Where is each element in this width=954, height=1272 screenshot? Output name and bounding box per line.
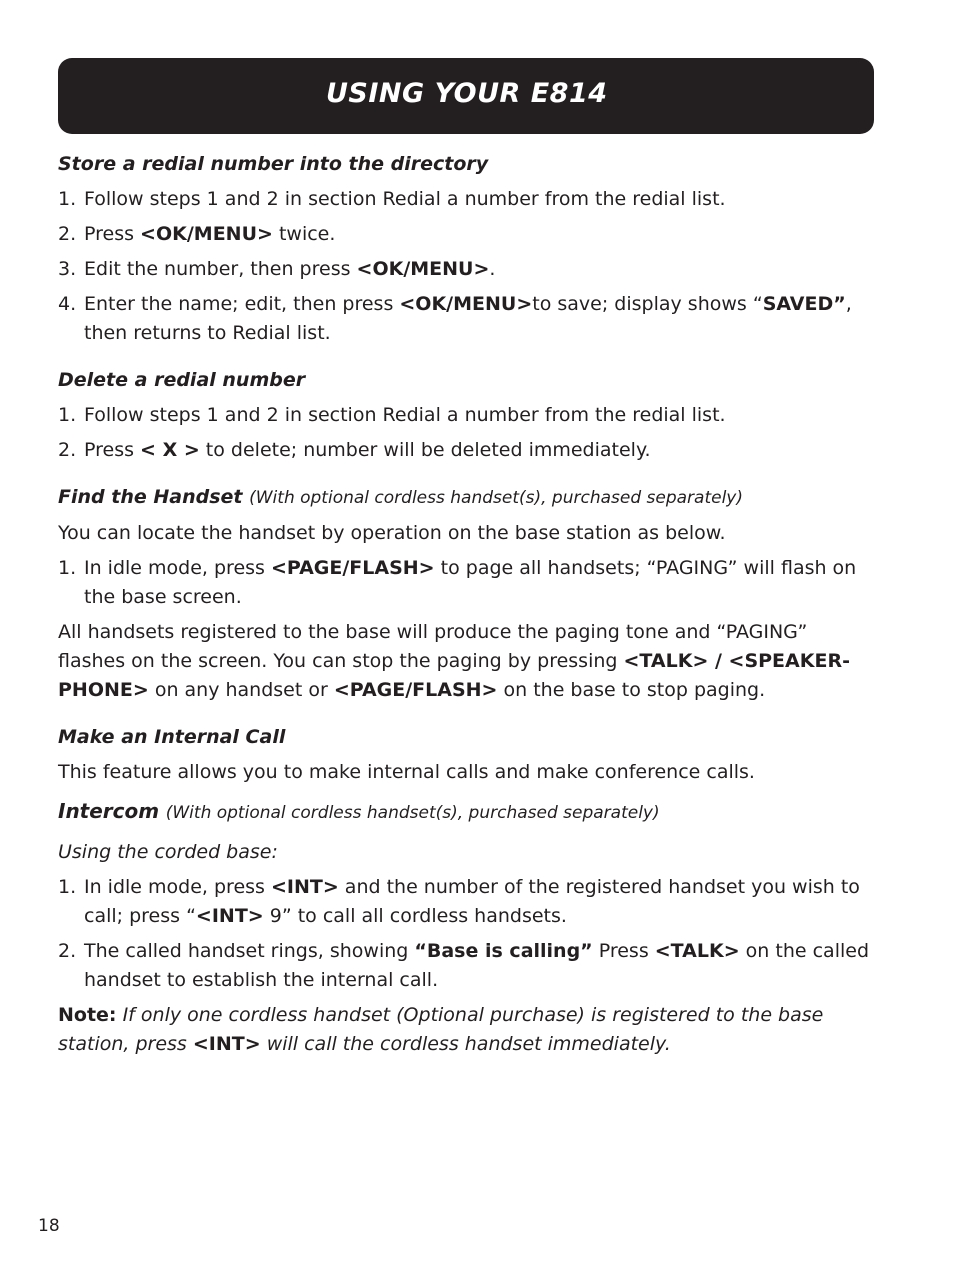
- list-item: 2. Press <OK/MENU> twice.: [58, 223, 336, 245]
- list-item: 4. Enter the name; edit, then press <OK/MENU>to save; display shows “SAVED”, then returns to Redial list.: [58, 293, 852, 344]
- list-item: 1. In idle mode, press <INT> and the number of the registered handset you wish to call; press “<INT> 9” to call all cordless handsets.: [58, 876, 860, 927]
- note: Note: If only one cordless handset (Optional purchase) is registered to the base station, press <INT> will call the cordless handset immediately.: [58, 1004, 824, 1055]
- key-label: <OK/MENU>: [140, 223, 273, 245]
- manual-content: [58, 150, 878, 1059]
- section-heading-find-handset: Find the Handset (With optional cordless handset(s), purchased separately): [58, 486, 743, 508]
- key-label: <INT>: [192, 1033, 261, 1055]
- display-text: SAVED”: [762, 293, 846, 315]
- paragraph: All handsets registered to the base will produce the paging tone and “PAGING” flashes on the screen. You can stop the paging by pressing <TALK> / <SPEAKER-PHONE> on any handset or <PAGE/FLASH> on the base to stop paging.: [58, 621, 850, 701]
- key-label: <OK/MENU>: [356, 258, 490, 280]
- paragraph: This feature allows you to make internal calls and make conference calls.: [58, 761, 755, 783]
- paragraph: You can locate the handset by operation on the base station as below.: [58, 522, 726, 544]
- list-item: 1. In idle mode, press <PAGE/FLASH> to page all handsets; “PAGING” will flash on the base screen.: [58, 557, 857, 608]
- key-label: <OK/MENU>: [399, 293, 533, 315]
- list-item: 2. The called handset rings, showing “Base is calling” Press <TALK> on the called handset to establish the internal call.: [58, 940, 870, 991]
- page-number: 18: [38, 1216, 60, 1236]
- key-label: <TALK> / <SPEAKER-PHONE>: [58, 650, 850, 701]
- section-heading-store-redial: Store a redial number into the directory: [58, 153, 489, 175]
- key-label: <INT>: [195, 905, 264, 927]
- list-item: 1. Follow steps 1 and 2 in section Redial a number from the redial list.: [58, 404, 726, 426]
- subheading: Using the corded base:: [58, 841, 278, 863]
- header-banner: [58, 58, 874, 134]
- note-label: Note:: [58, 1004, 117, 1026]
- list-item: 3. Edit the number, then press <OK/MENU>.: [58, 258, 496, 280]
- key-label: <PAGE/FLASH>: [270, 557, 435, 579]
- section-heading-delete-redial: Delete a redial number: [58, 369, 306, 391]
- list-item: 2. Press < X > to delete; number will be deleted immediately.: [58, 439, 651, 461]
- key-label: <PAGE/FLASH>: [333, 679, 498, 701]
- key-label: <TALK>: [654, 940, 740, 962]
- section-heading-internal-call: Make an Internal Call: [58, 726, 286, 748]
- page-title: USING YOUR E814: [326, 78, 608, 109]
- list-item: 1. Follow steps 1 and 2 in section Redial a number from the redial list.: [58, 188, 726, 210]
- section-heading-intercom: Intercom (With optional cordless handset(s), purchased separately): [58, 799, 660, 823]
- display-text: “Base is calling”: [414, 940, 593, 962]
- key-label: < X >: [140, 439, 200, 461]
- key-label: <INT>: [270, 876, 339, 898]
